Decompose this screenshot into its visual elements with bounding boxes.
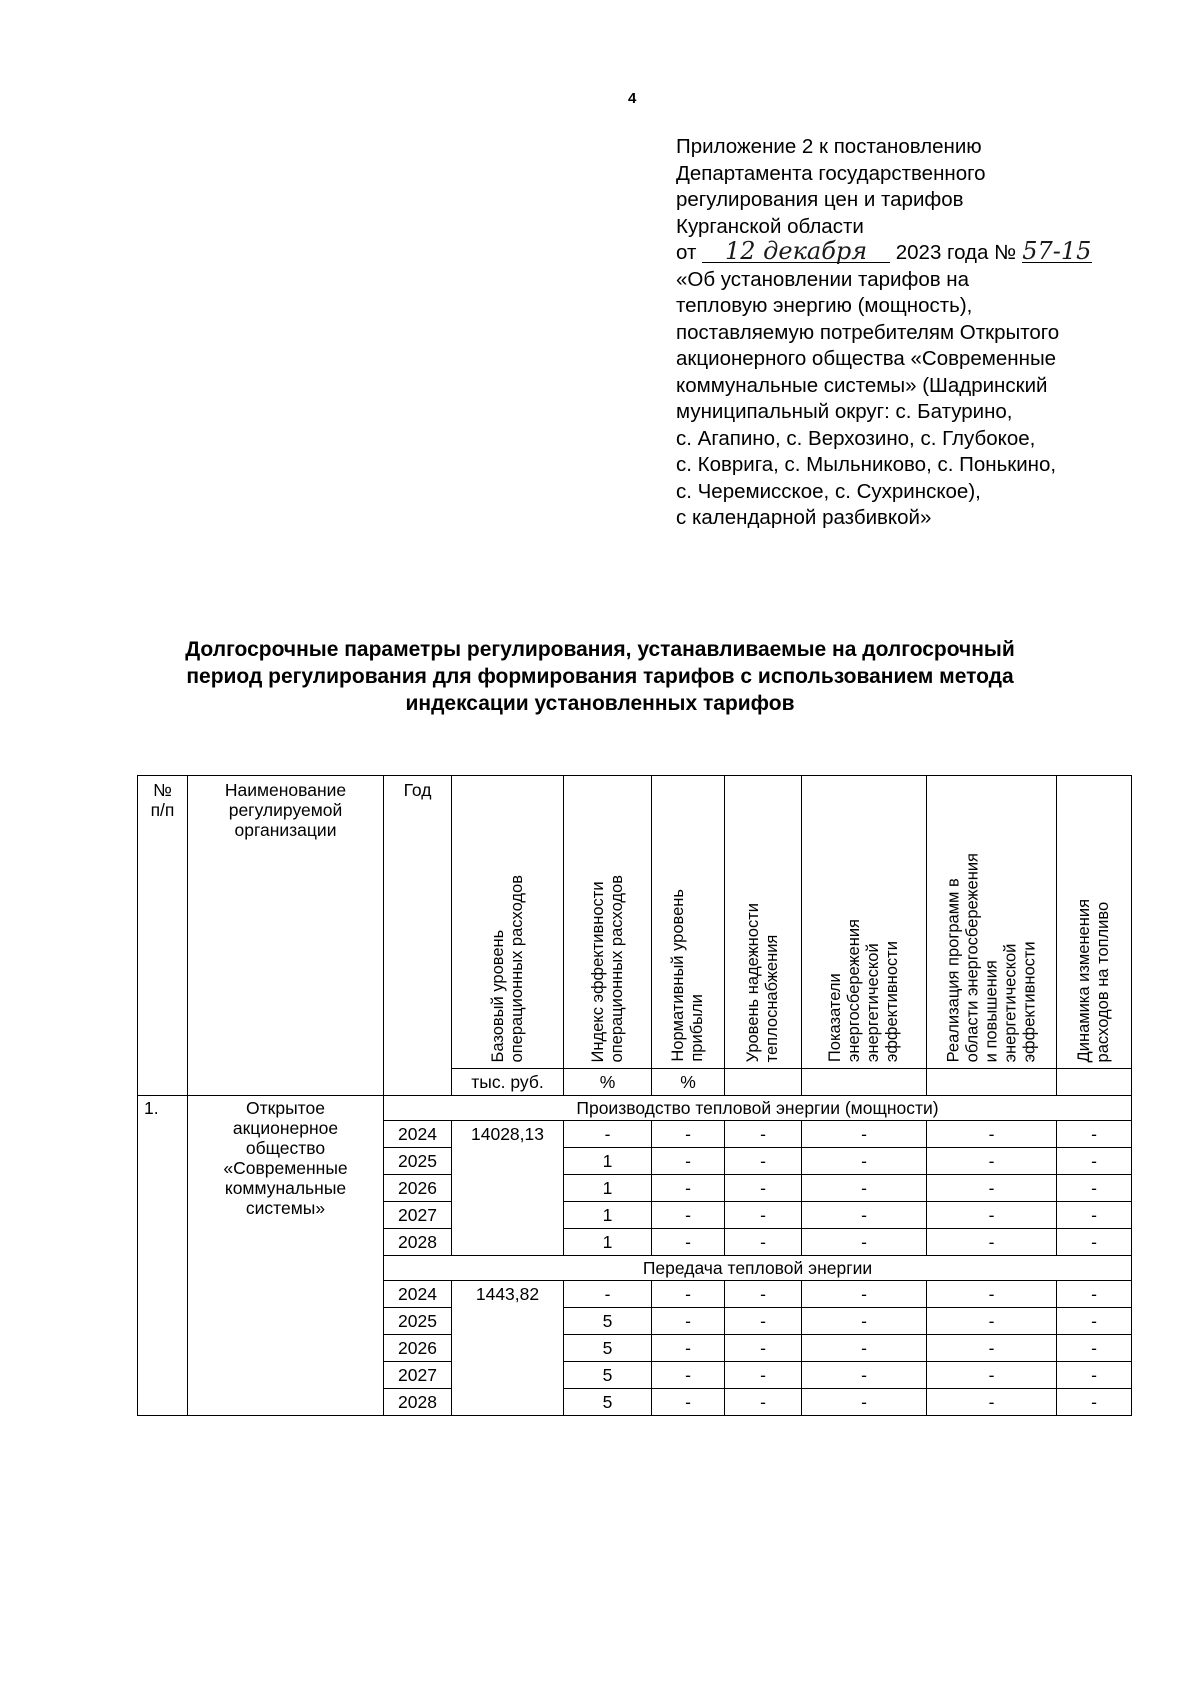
cell-fuel: - [1057, 1335, 1132, 1362]
cell-energy: - [802, 1229, 927, 1256]
annex-subject-line: с. Агапино, с. Верхозино, с. Глубокое, [676, 426, 1036, 450]
cell-year: 2027 [384, 1202, 452, 1229]
annex-subject-line: тепловую энергию (мощность), [676, 294, 973, 317]
cell-reliability: - [725, 1229, 802, 1256]
year-text: 2023 года № [895, 241, 1017, 264]
row-number: 1. [138, 1096, 188, 1416]
annex-subject-line: с календарной разбивкой» [676, 506, 932, 529]
cell-fuel: - [1057, 1148, 1132, 1175]
cell-reliability: - [725, 1281, 802, 1308]
cell-index: 1 [564, 1175, 652, 1202]
annex-subject-line: с. Коврига, с. Мыльниково, с. Понькино, [676, 453, 1057, 476]
cell-energy: - [802, 1175, 927, 1202]
cell-programs: - [927, 1121, 1057, 1148]
cell-year: 2028 [384, 1229, 452, 1256]
cell-fuel: - [1057, 1202, 1132, 1229]
cell-reliability: - [725, 1175, 802, 1202]
cell-programs: - [927, 1362, 1057, 1389]
cell-fuel: - [1057, 1121, 1132, 1148]
handwritten-number: 57-15 [1022, 237, 1092, 265]
cell-index: 5 [564, 1308, 652, 1335]
cell-profit: - [652, 1175, 725, 1202]
header-num: № п/п [138, 776, 188, 1096]
annex-date-line [676, 237, 1092, 267]
cell-index: 1 [564, 1148, 652, 1175]
cell-fuel: - [1057, 1175, 1132, 1202]
cell-index: 5 [564, 1389, 652, 1416]
annex-line: Департамента государственного [676, 161, 986, 185]
title-line: Долгосрочные параметры регулирования, устанавливаемые на долгосрочный [185, 638, 1015, 661]
cell-index: 5 [564, 1335, 652, 1362]
date-prefix: от [676, 241, 697, 264]
annex-line: Курганской области [676, 214, 864, 238]
cell-year: 2025 [384, 1308, 452, 1335]
handwritten-date: 12 декабря [702, 240, 890, 263]
header-programs: Реализация программ в области энергосбережения и повышения энергетической эффективности [927, 776, 1057, 1069]
cell-profit: - [652, 1389, 725, 1416]
cell-reliability: - [725, 1121, 802, 1148]
cell-year: 2024 [384, 1281, 452, 1308]
unit-empty [725, 1069, 802, 1096]
cell-energy: - [802, 1202, 927, 1229]
page-number: 4 [628, 90, 637, 107]
cell-profit: - [652, 1148, 725, 1175]
cell-profit: - [652, 1229, 725, 1256]
header-energy-indicators: Показатели энергосбережения энергетической эффективности [802, 776, 927, 1069]
document-title [120, 636, 1080, 717]
annex-subject-line: коммунальные системы» (Шадринский [676, 373, 1048, 397]
annex-line: регулирования цен и тарифов [676, 188, 964, 211]
cell-fuel: - [1057, 1389, 1132, 1416]
cell-index: - [564, 1281, 652, 1308]
cell-year: 2025 [384, 1148, 452, 1175]
cell-energy: - [802, 1335, 927, 1362]
unit-index: % [564, 1069, 652, 1096]
unit-empty [1057, 1069, 1132, 1096]
header-year: Год [384, 776, 452, 1096]
unit-profit: % [652, 1069, 725, 1096]
header-reliability: Уровень надежности теплоснабжения [725, 776, 802, 1069]
section-row [138, 1096, 1132, 1121]
cell-reliability: - [725, 1335, 802, 1362]
unit-base: тыс. руб. [452, 1069, 564, 1096]
cell-fuel: - [1057, 1308, 1132, 1335]
cell-index: 5 [564, 1362, 652, 1389]
cell-programs: - [927, 1308, 1057, 1335]
cell-energy: - [802, 1308, 927, 1335]
unit-empty [927, 1069, 1057, 1096]
header-profit: Нормативный уровень прибыли [652, 776, 725, 1069]
organization-name: Открытое акционерное общество «Современные коммунальные системы» [188, 1096, 384, 1416]
cell-profit: - [652, 1202, 725, 1229]
header-fuel: Динамика изменения расходов на топливо [1057, 776, 1132, 1069]
section-title: Передача тепловой энергии [384, 1256, 1132, 1281]
header-base: Базовый уровень операционных расходов [452, 776, 564, 1069]
cell-programs: - [927, 1175, 1057, 1202]
cell-base: 14028,13 [452, 1121, 564, 1256]
annex-subject-line: акционерного общества «Современные [676, 347, 1057, 370]
cell-profit: - [652, 1281, 725, 1308]
cell-index: - [564, 1121, 652, 1148]
cell-profit: - [652, 1362, 725, 1389]
cell-reliability: - [725, 1362, 802, 1389]
annex-line: Приложение 2 к постановлению [676, 135, 982, 158]
cell-programs: - [927, 1148, 1057, 1175]
cell-year: 2026 [384, 1175, 452, 1202]
cell-programs: - [927, 1281, 1057, 1308]
cell-fuel: - [1057, 1229, 1132, 1256]
header-org: Наименование регулируемой организации [188, 776, 384, 1096]
cell-year: 2028 [384, 1389, 452, 1416]
cell-year: 2026 [384, 1335, 452, 1362]
cell-energy: - [802, 1362, 927, 1389]
cell-reliability: - [725, 1148, 802, 1175]
cell-index: 1 [564, 1229, 652, 1256]
cell-year: 2024 [384, 1121, 452, 1148]
cell-reliability: - [725, 1202, 802, 1229]
cell-reliability: - [725, 1308, 802, 1335]
cell-energy: - [802, 1148, 927, 1175]
header-index: Индекс эффективности операционных расходов [564, 776, 652, 1069]
cell-energy: - [802, 1389, 927, 1416]
cell-fuel: - [1057, 1362, 1132, 1389]
cell-programs: - [927, 1335, 1057, 1362]
section-title: Производство тепловой энергии (мощности) [384, 1096, 1132, 1121]
cell-reliability: - [725, 1389, 802, 1416]
cell-energy: - [802, 1281, 927, 1308]
annex-subject-line: поставляемую потребителям Открытого [676, 320, 1060, 344]
title-line: период регулирования для формирования тарифов с использованием метода [186, 665, 1014, 688]
cell-year: 2027 [384, 1362, 452, 1389]
annex-block [676, 134, 1092, 532]
cell-energy: - [802, 1121, 927, 1148]
annex-subject-line: муниципальный округ: с. Батурино, [676, 400, 1013, 423]
annex-subject-line: «Об установлении тарифов на [676, 267, 970, 291]
header-row [138, 776, 1132, 1069]
cell-programs: - [927, 1202, 1057, 1229]
parameters-table [137, 775, 1132, 1416]
unit-empty [802, 1069, 927, 1096]
cell-programs: - [927, 1389, 1057, 1416]
cell-programs: - [927, 1229, 1057, 1256]
cell-fuel: - [1057, 1281, 1132, 1308]
annex-subject-line: с. Черемисское, с. Сухринское), [676, 479, 981, 503]
title-line: индексации установленных тарифов [405, 692, 795, 715]
cell-profit: - [652, 1308, 725, 1335]
cell-base: 1443,82 [452, 1281, 564, 1416]
cell-profit: - [652, 1121, 725, 1148]
cell-index: 1 [564, 1202, 652, 1229]
cell-profit: - [652, 1335, 725, 1362]
